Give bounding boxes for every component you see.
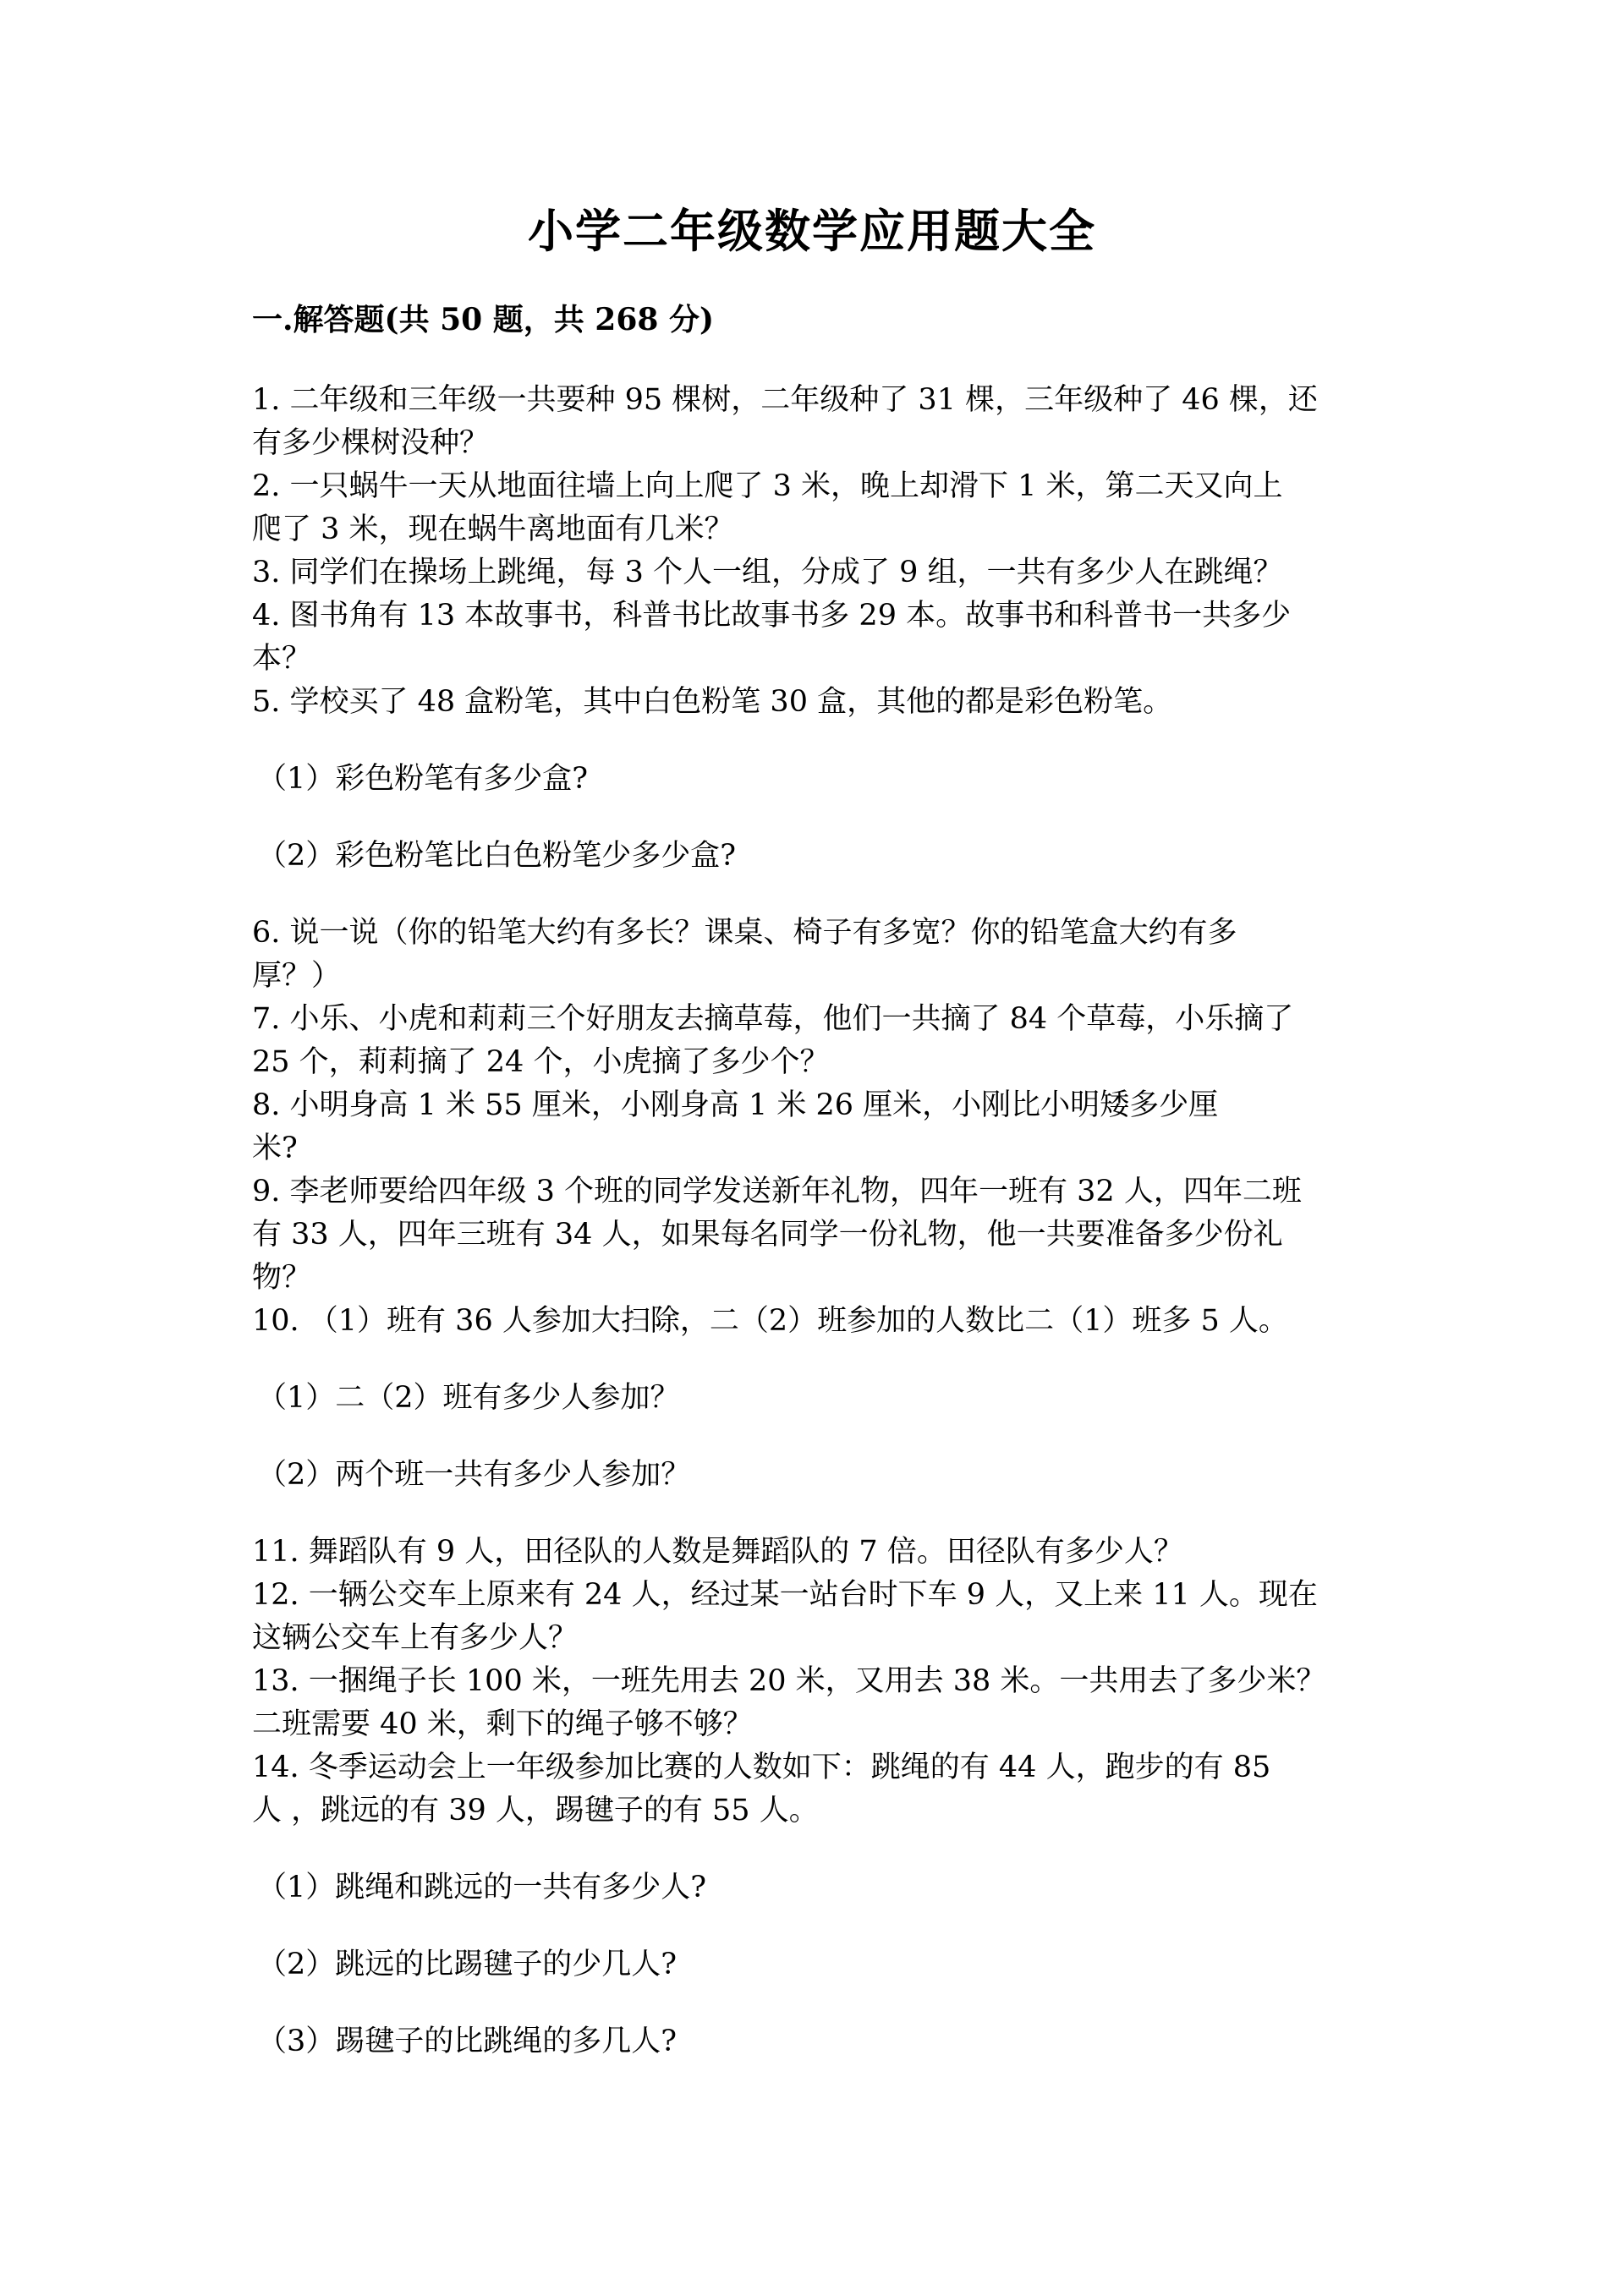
document-title: 小学二年级数学应用题大全 bbox=[528, 204, 1096, 258]
question-14: 14. 冬季运动会上一年级参加比赛的人数如下：跳绳的有 44 人，跑步的有 85 人 ，跳远的有 39 人，踢毽子的有 55 人。 bbox=[252, 1751, 1271, 1827]
question-5-part-1: （1）彩色粉笔有多少盒? bbox=[257, 762, 589, 796]
question-3: 3. 同学们在操场上跳绳，每 3 个人一组，分成了 9 组，一共有多少人在跳绳？ bbox=[252, 556, 1283, 589]
question-9: 9. 李老师要给四年级 3 个班的同学发送新年礼物，四年一班有 32 人，四年二班 有 33 人，四年三班有 34 人，如果每名同学一份礼物，他一共要准备多少份礼 物？ bbox=[252, 1175, 1302, 1295]
question-12: 12. 一辆公交车上原来有 24 人，经过某一站台时下车 9 人，又上来 11 人。现在 这辆公交车上有多少人？ bbox=[252, 1578, 1318, 1655]
question-list bbox=[252, 379, 1385, 2063]
question-14-part-2: （2）跳远的比踢毽子的少几人? bbox=[257, 1948, 678, 1981]
question-10: 10. （1）班有 36 人参加大扫除，二（2）班参加的人数比二（1）班多 5 人。 bbox=[252, 1304, 1288, 1338]
question-10-part-1: （1）二（2）班有多少人参加？ bbox=[257, 1381, 680, 1415]
question-14-part-3: （3）踢毽子的比跳绳的多几人? bbox=[257, 2025, 678, 2058]
question-14-part-1: （1）跳绳和跳远的一共有多少人? bbox=[257, 1871, 707, 1904]
question-11: 11. 舞蹈队有 9 人，田径队的人数是舞蹈队的 7 倍。田径队有多少人？ bbox=[252, 1535, 1183, 1569]
question-13: 13. 一捆绳子长 100 米，一班先用去 20 米，又用去 38 米。一共用去了多少米？ 二班需要 40 米，剩下的绳子够不够？ bbox=[252, 1664, 1326, 1741]
question-7: 7. 小乐、小虎和莉莉三个好朋友去摘草莓，他们一共摘了 84 个草莓，小乐摘了 25 个，莉莉摘了 24 个，小虎摘了多少个？ bbox=[252, 1002, 1294, 1079]
question-6: 6. 说一说（你的铅笔大约有多长？课桌、椅子有多宽？你的铅笔盒大约有多 厚？） bbox=[252, 916, 1237, 993]
section-heading: 一.解答题(共 50 题，共 268 分) bbox=[252, 302, 714, 337]
question-2: 2. 一只蜗牛一天从地面往墙上向上爬了 3 米，晚上却滑下 1 米，第二天又向上 爬了 3 米，现在蜗牛离地面有几米？ bbox=[252, 469, 1283, 546]
question-5-part-2: （2）彩色粉笔比白色粉笔少多少盒? bbox=[257, 839, 737, 873]
question-10-part-2: （2）两个班一共有多少人参加？ bbox=[257, 1458, 691, 1492]
question-4: 4. 图书角有 13 本故事书，科普书比故事书多 29 本。故事书和科普书一共多少 本？ bbox=[252, 599, 1292, 676]
question-5: 5. 学校买了 48 盒粉笔，其中白色粉笔 30 盒，其他的都是彩色粉笔。 bbox=[252, 685, 1173, 719]
question-8: 8. 小明身高 1 米 55 厘米，小刚身高 1 米 26 厘米，小刚比小明矮多少厘 米? bbox=[252, 1088, 1219, 1165]
question-1: 1. 二年级和三年级一共要种 95 棵树，二年级种了 31 棵，三年级种了 46 棵，还 有多少棵树没种？ bbox=[252, 383, 1318, 460]
